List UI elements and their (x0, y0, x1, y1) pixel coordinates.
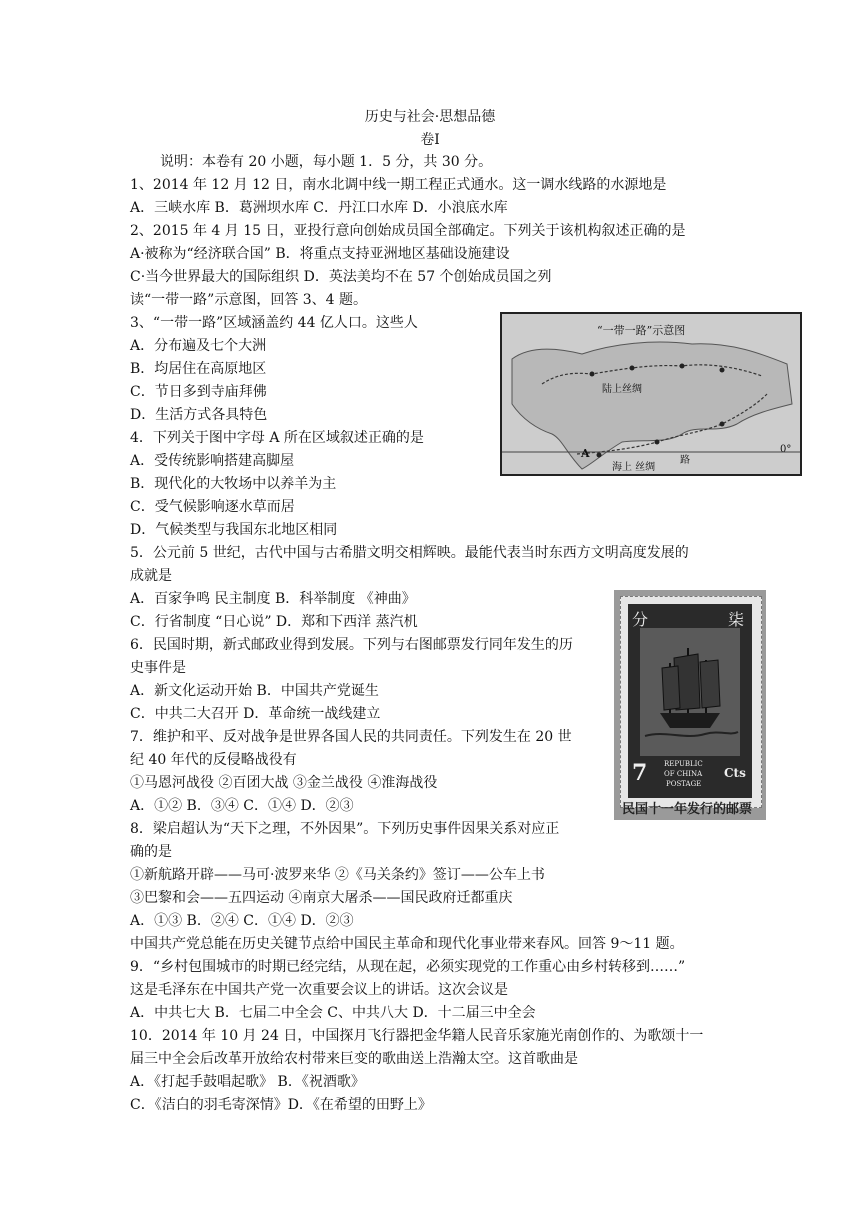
question-line: 史事件是 (130, 660, 186, 676)
map-title: “一带一路”示意图 (597, 324, 686, 337)
stamp-bottom-text-2: OF CHINA (664, 770, 703, 778)
answer-option-line: ③巴黎和会——五四运动 ④南京大屠杀——国民政府迁都重庆 (130, 890, 513, 906)
answer-option-line: D．气候类型与我国东北地区相同 (130, 522, 338, 538)
answer-option-line: ①新航路开辟——马可·波罗来华 ②《马关条约》签订——公车上书 (130, 867, 545, 883)
stamp-corner-right: 柒 (728, 610, 745, 629)
question-line: 4．下列关于图中字母 A 所在区域叙述正确的是 (130, 430, 424, 446)
answer-option-line: B．现代化的大牧场中以养羊为主 (130, 476, 337, 492)
sea-route-label: 海上 丝绸 (612, 462, 656, 473)
question-line: 1、2014 年 12 月 12 日，南水北调中线一期工程正式通水。这一调水线路的水源地是 (130, 177, 667, 193)
answer-option-line: A．百家争鸣 民主制度 B．科举制度 《神曲》 (130, 591, 416, 607)
answer-option-line: C·当今世界最大的国际组织 D．英法美均不在 57 个创始成员国之列 (130, 269, 552, 285)
answer-option-line: A．新文化运动开始 B．中国共产党诞生 (130, 683, 379, 699)
question-line: 2、2015 年 4 月 15 日，亚投行意向创始成员国全部确定。下列关于该机构叙述正确的是 (130, 223, 686, 239)
belt-and-road-map (500, 312, 802, 476)
stamp-value-right: Cts (724, 766, 746, 780)
answer-option-line: C．中共二大召开 D．革命统一战线建立 (130, 706, 381, 722)
junk-ship-icon (640, 628, 740, 756)
answer-option-line: A·被称为“经济联合国” B．将重点支持亚洲地区基础设施建设 (130, 246, 510, 262)
question-line: 成就是 (130, 568, 172, 584)
stamp-image (614, 590, 766, 820)
question-line: 3、“一带一路”区域涵盖约 44 亿人口。这些人 (130, 315, 418, 331)
stamp-scene (640, 628, 740, 756)
point-a-label: A (581, 447, 590, 460)
question-line: 届三中全会后改革开放给农村带来巨变的歌曲送上浩瀚太空。这首歌曲是 (130, 1051, 578, 1067)
question-line: 纪 40 年代的反侵略战役有 (130, 752, 297, 768)
stamp-bottom-text-1: REPUBLIC (664, 760, 703, 768)
reading-prompt: 中国共产党总能在历史关键节点给中国民主革命和现代化事业带来春风。回答 9～11 题。 (130, 936, 684, 952)
question-line: 6．民国时期，新式邮政业得到发展。下列与右图邮票发行同年发生的历 (130, 637, 573, 653)
question-line: 确的是 (130, 844, 172, 860)
land-route-label: 陆上丝绸 (602, 384, 642, 395)
question-line: 9．“乡村包围城市的时期已经完结，从现在起，必须实现党的工作重心由乡村转移到……” (130, 959, 686, 975)
stamp-caption: 民国十一年发行的邮票 (622, 802, 753, 817)
reading-prompt: 读“一带一路”示意图，回答 3、4 题。 (130, 292, 368, 308)
question-line: 5．公元前 5 世纪，古代中国与古希腊文明交相辉映。最能代表当时东西方文明高度发展的 (130, 545, 689, 561)
answer-option-line: A．①② B．③④ C．①④ D．②③ (130, 798, 354, 814)
answer-option-line: ①马恩河战役 ②百团大战 ③金兰战役 ④淮海战役 (130, 775, 438, 791)
answer-option-line: C．节日多到寺庙拜佛 (130, 384, 267, 400)
question-line: 7．维护和平、反对战争是世界各国人民的共同责任。下列发生在 20 世 (130, 729, 572, 745)
answer-option-line: C．《洁白的羽毛寄深情》D．《在希望的田野上》 (130, 1097, 432, 1113)
question-line: 10．2014 年 10 月 24 日，中国探月飞行器把金华籍人民音乐家施光南创作的、为歌颂十一 (130, 1028, 704, 1044)
answer-option-line: A．三峡水库 B．葛洲坝水库 C．丹江口水库 D．小浪底水库 (130, 200, 508, 216)
answer-option-line: A．《打起手鼓唱起歌》 B．《祝酒歌》 (130, 1074, 365, 1090)
answer-option-line: A．分布遍及七个大洲 (130, 338, 267, 354)
map-drawing (502, 314, 800, 474)
answer-option-line: A．①③ B．②④ C．①④ D．②③ (130, 913, 354, 929)
answer-option-line: C．受气候影响逐水草而居 (130, 499, 295, 515)
stamp-bottom-text-3: POSTAGE (666, 780, 702, 788)
equator-label: 0° (780, 444, 792, 455)
answer-option-line: C．行省制度 “日心说” D．郑和下西洋 蒸汽机 (130, 614, 418, 630)
answer-option-line: A．受传统影响搭建高脚屋 (130, 453, 295, 469)
exam-section-title: 卷Ⅰ (420, 132, 440, 148)
stamp-corner-left: 分 (632, 610, 649, 629)
answer-option-line: A．中共七大 B．七届二中全会 C、中共八大 D．十二届三中全会 (130, 1005, 536, 1021)
answer-option-line: D．生活方式各具特色 (130, 407, 268, 423)
question-line: 8．梁启超认为“天下之理，不外因果”。下列历史事件因果关系对应正 (130, 821, 560, 837)
sea-route-road-label: 路 (680, 455, 690, 466)
exam-instruction: 说明：本卷有 20 小题，每小题 1．5 分，共 30 分。 (160, 154, 493, 170)
page-title: 历史与社会·思想品德 (364, 109, 496, 125)
stamp-value-left: 7 (632, 760, 648, 786)
answer-option-line: B．均居住在高原地区 (130, 361, 267, 377)
question-line: 这是毛泽东在中国共产党一次重要会议上的讲话。这次会议是 (130, 982, 508, 998)
